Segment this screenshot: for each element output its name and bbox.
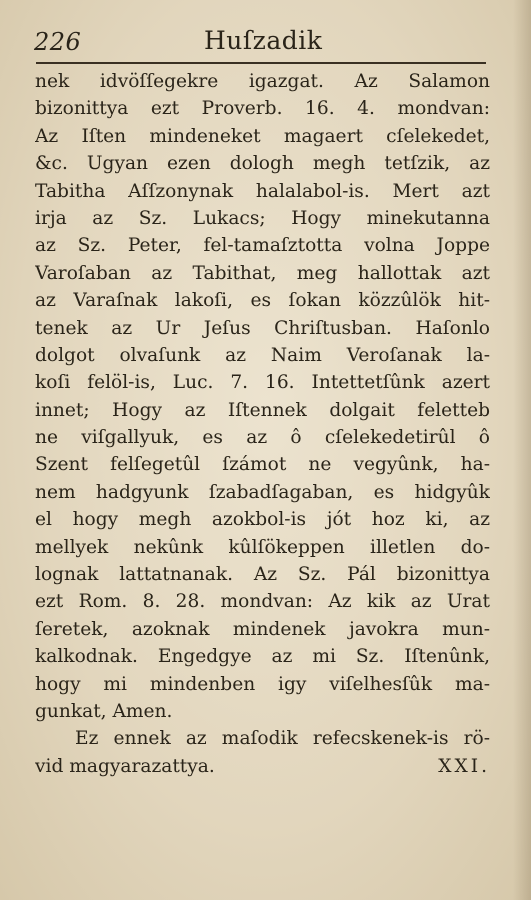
text-line: irja az Sz. Lukacs; Hogy minekutanna: [35, 207, 490, 229]
running-head: Huſzadik: [204, 26, 323, 55]
header-rule: [36, 62, 486, 64]
text-line: &c. Ugyan ezen dologh megh tetſzik, az: [35, 153, 490, 175]
text-line: Az Iſten mindeneket magaert cſelekedet,: [35, 125, 490, 147]
gathering-signature: XXI.: [438, 755, 490, 777]
text-line: ne viſgallyuk, es az ô cſelekedetirûl ô: [35, 427, 490, 449]
page-header: [34, 22, 486, 60]
body-text: [35, 68, 490, 780]
text-line: gunkat, Amen.: [35, 700, 173, 722]
text-line: koſi felöl-is, Luc. 7. 16. Intettetſûnk azert: [35, 372, 490, 394]
text-line: az Sz. Peter, fel-tamaſztotta volna Joppe: [35, 235, 490, 257]
text-line: az Varaſnak lakoſi, es ſokan közzûlök hit-: [35, 290, 490, 312]
text-line: nem hadgyunk ſzabadſagaban, es hidgyûk: [35, 481, 490, 503]
text-line: ezt Rom. 8. 28. mondvan: Az kik az Urat: [35, 591, 490, 613]
text-line: innet; Hogy az Iſtennek dolgait feletteb: [35, 399, 490, 421]
text-line: kalkodnak. Engedgye az mi Sz. Iſtenûnk,: [35, 646, 490, 668]
text-line: el hogy megh azokbol-is jót hoz ki, az: [35, 509, 490, 531]
text-line: tenek az Ur Jeſus Chriſtusban. Haſonlo: [35, 317, 490, 339]
final-paragraph-line: Ez ennek az maſodik refecskenek-is rö-: [75, 728, 490, 750]
text-line: ſeretek, azoknak mindenek javokra mun-: [35, 618, 490, 640]
text-line: Tabitha Aſſzonynak halalabol-is. Mert azt: [35, 180, 490, 202]
final-paragraph-text: vid magyarazattya.: [35, 755, 215, 777]
text-line: mellyek nekûnk kûlſökeppen illetlen do-: [35, 536, 490, 558]
text-line: lognak lattatnanak. Az Sz. Pál bizonittya: [35, 564, 490, 586]
text-line: Varoſaban az Tabithat, meg hallottak azt: [35, 262, 490, 284]
text-line: Szent felſegetûl ſzámot ne vegyûnk, ha-: [35, 454, 490, 476]
text-line: nek idvöſſegekre igazgat. Az Salamon: [35, 71, 490, 92]
final-paragraph-last-line: [35, 753, 490, 780]
text-line: dolgot olvaſunk az Naim Veroſanak la-: [35, 344, 490, 366]
page-edge-shadow: [513, 0, 531, 900]
text-line: bizonittya ezt Proverb. 16. 4. mondvan:: [35, 98, 490, 120]
page-number: 226: [34, 28, 82, 56]
text-line: hogy mi mindenben igy viſelhesſûk ma-: [35, 673, 490, 695]
